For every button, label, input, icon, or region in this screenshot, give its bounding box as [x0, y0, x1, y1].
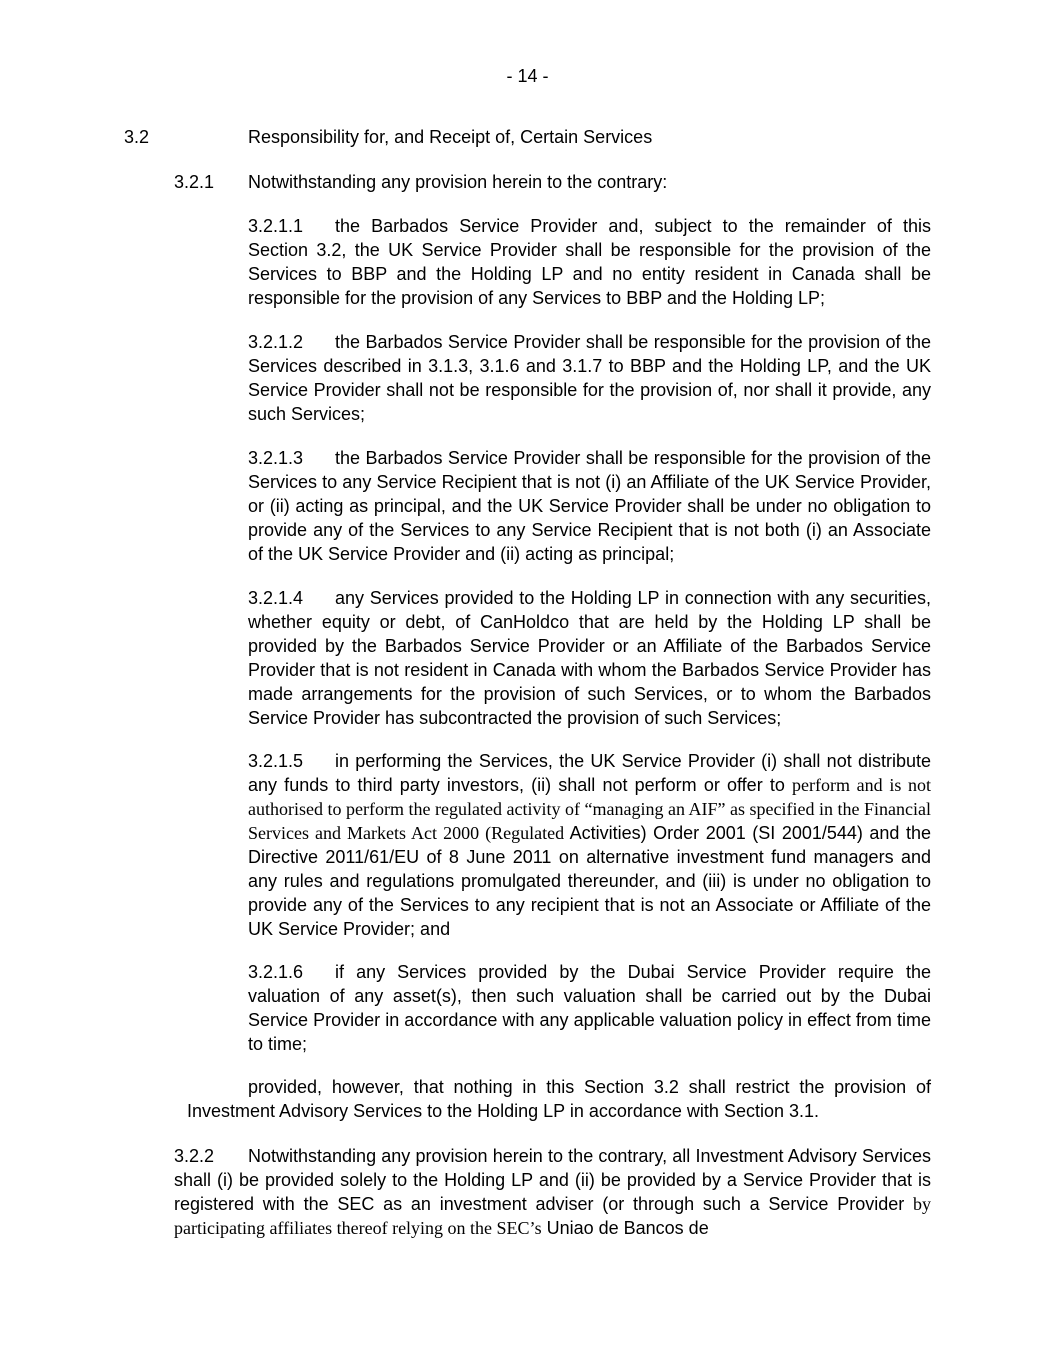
clause-text-a: in performing the Services, the UK Service Provider (i) shall not distribute any funds to third party investors, (ii) shall not perform or offer to — [248, 751, 931, 795]
subsection-text-b: by participating affiliates thereof relying on the SEC’s — [174, 1194, 931, 1238]
section-title: Responsibility for, and Receipt of, Certain Services — [248, 127, 653, 147]
clause-3-2-1-6 — [248, 960, 931, 1056]
clause-number: 3.2.1.5 — [248, 751, 304, 771]
clause-number: 3.2.1.4 — [248, 588, 304, 608]
section-number: 3.2 — [124, 127, 150, 147]
clause-text-b: perform and is not authorised to perform the regulated activity of “managing an AIF” as specified in the Financial Services and Markets Act 2000 (Regulated — [248, 775, 931, 843]
clause-3-2-1-4 — [248, 586, 931, 730]
clause-text: the Barbados Service Provider and, subject to the remainder of this Section 3.2, the UK Service Provider shall be responsible for the provision of the Services to BBP and the Holding LP and no entity resident in Canada shall be responsible for the provision of any Services to BBP and the Holding LP; — [248, 216, 931, 308]
clause-number: 3.2.1.6 — [248, 962, 304, 982]
clause-3-2-1-5 — [248, 749, 931, 941]
clause-text: any Services provided to the Holding LP in connection with any securities, whether equity or debt, of CanHoldco that are held by the Holding LP shall be provided by the Barbados Service Provider or an Affiliate of the Barbados Service Provider that is not resident in Canada with whom the Barbados Service Provider has made arrangements for the provision of such Services, or to whom the Barbados Service Provider has subcontracted the provision of such Services; — [248, 588, 931, 728]
subsection-text-a: Notwithstanding any provision herein to the contrary, all Investment Advisory Services shall (i) be provided solely to the Holding LP and (ii) be provided by a Service Provider that is registered with the SEC as an investment adviser (or through such a Service Provider — [174, 1146, 931, 1214]
subsection-number: 3.2.1 — [174, 172, 215, 192]
proviso: provided, however, that nothing in this Section 3.2 shall restrict the provision of Investment Advisory Services to the Holding LP in accordance with Section 3.1. — [187, 1077, 931, 1121]
clause-number: 3.2.1.1 — [248, 216, 304, 236]
subsection-3-2-2 — [174, 1144, 931, 1240]
clause-3-2-1-3 — [248, 446, 931, 566]
clause-number: 3.2.1.3 — [248, 448, 304, 468]
clause-text: the Barbados Service Provider shall be responsible for the provision of the Services to any Service Recipient that is not (i) an Affiliate of the UK Service Provider, or (ii) acting as principal, and the UK Service Provider shall be under no obligation to provide any of the Services to any Service Recipient that is not both (i) an Associate of the UK Service Provider and (ii) acting as principal; — [248, 448, 931, 564]
clause-3-2-1-2 — [248, 330, 931, 426]
clause-text: the Barbados Service Provider shall be responsible for the provision of the Services described in 3.1.3, 3.1.6 and 3.1.7 to BBP and the Holding LP, and the UK Service Provider shall not be responsible for the provision of, nor shall it provide, any such Services; — [248, 332, 931, 424]
clause-text: if any Services provided by the Dubai Service Provider require the valuation of any asset(s), then such valuation shall be carried out by the Dubai Service Provider in accordance with any applicable valuation policy in effect from time to time; — [248, 962, 931, 1054]
subsection-number: 3.2.2 — [174, 1146, 215, 1166]
subsection-intro-text: Notwithstanding any provision herein to the contrary: — [248, 172, 668, 192]
clause-3-2-1-1 — [248, 214, 931, 310]
clause-text-c: Activities) Order 2001 (SI 2001/544) and the Directive 2011/61/EU of 8 June 2011 on alternative investment fund managers and any rules and regulations promulgated thereunder, and (iii) is under no obligation to provide any of the Services to any recipient that is not an Associate or Affiliate of the UK Service Provider; and — [248, 823, 932, 939]
subsection-text-c: Uniao de Bancos de — [546, 1218, 709, 1238]
page-number: - 14 - — [506, 66, 549, 86]
clause-number: 3.2.1.2 — [248, 332, 304, 352]
